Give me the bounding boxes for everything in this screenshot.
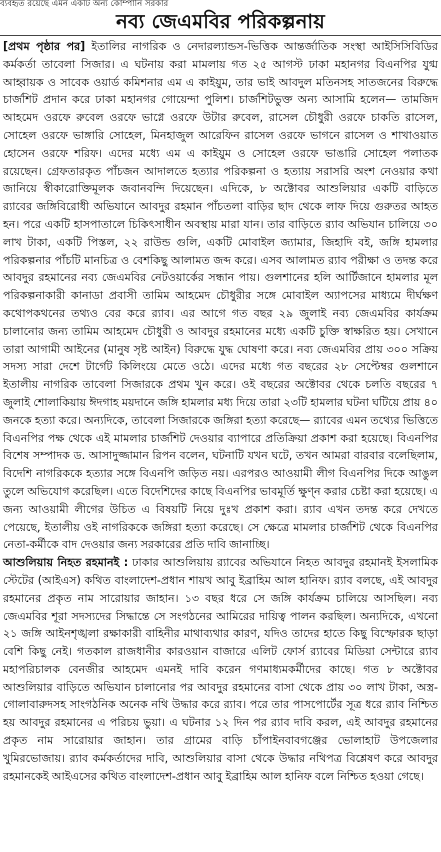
top-cutoff-text: ব্যবহৃত রয়েছে এমন একটি অন্য কোম্পানি সরকার [0, 0, 169, 8]
subhead-ashulia: আশুলিয়ায় নিহত রহমানই : [3, 556, 129, 570]
paragraph-2 [3, 554, 438, 785]
article-body [3, 38, 438, 785]
paragraph-1 [3, 38, 438, 554]
headline-divider [0, 35, 441, 36]
headline: নব্য জেএমবির পরিকল্পনায় [116, 10, 325, 33]
paragraph-1-text: ইতালির নাগরিক ও নেদারল্যান্ডস-ভিত্তিক আন্তর্জাতিক সংস্থা আইসিসিবিডির কর্মকর্তা তাবেলা সিজার। এ ঘটনায় করা মামলায় গত ২৫ আগস্ট ঢাকা মহানগর বিএনপির যুগ্ম আহ্বায়ক ও সাবেক ওয়ার্ড কমিশনার এম এ কাইয়ুম, তার ভাই আবদুল মতিনসহ সাতজনের বিরুদ্ধে চার্জশিট প্রদান করে ঢাকা মহানগর গোয়েন্দা পুলিশ। চার্জশিটভুক্ত অন্য আসামি হলেন— তামজিদ আহমেদ ওরফে রুবেল ওরফে ভাগ্নে ওরফে উটার রুবেল, রাসেল চৌধুরী ওরফে চাকতি রাসেল, সোহেল ওরফে ভাঙ্গারি সোহেল, মিনহাজুল আরেফিন রাসেল ওরফে ভাগনে রাসেল ও শাখাওয়াত হোসেন ওরফে শরিফ। এদের মধ্যে এম এ কাইয়ুম ও সোহেল ওরফে ভাঙারি সোহেল পলাতক রয়েছেন। গ্রেফতারকৃত পাঁচজন আদালতে হত্যার পরিকল্পনা ও হত্যায় সরাসরি অংশ নেওয়ার কথা জানিয়ে স্বীকারোক্তিমূলক জবানবন্দি দিয়েছেন। এদিকে, ৮ অক্টোবর আশুলিয়ার একটি বাড়িতে র‍্যাবের জঙ্গিবিরোধী অভিযানে আবদুর রহমান পাঁচতলা বাড়ির ছাদ থেকে লাফ দিয়ে গুরুতর আহত হন। পরে একটি হাসপাতালে চিকিৎসাধীন অবস্থায় মারা যান। তার বাড়িতে র‍্যাব অভিযান চালিয়ে ৩০ লাখ টাকা, একটি পিস্তল, ২২ রাউন্ড গুলি, একটি মোবাইল জ্যামার, জিহাদি বই, জঙ্গি হামলার পরিকল্পনার পাঁচটি মানচিত্র ও বেশকিছু আলামত জব্দ করে। এসব আলামত র‍্যাব পরীক্ষা ও তদন্ত করে আবদুর রহমানের নব্য জেএমবির নেটওয়ার্কের সন্ধান পায়। গুলশানের হলি আর্টিজানে হামলার মূল পরিকল্পনাকারী কানাডা প্রবাসী তামিম আহমেদ চৌধুরীর সঙ্গে মোবাইল অ্যাপসের মাধ্যমে দীর্ঘক্ষণ কথোপকথনের তথ্যও বের করে র‍্যাব। এর আগে গত বছর ২৯ জুলাই নব্য জেএমবির কার্যক্রম চালানোর জন্য তামিম আহমেদ চৌধুরী ও আবদুর রহমানের মধ্যে একটি চুক্তি স্বাক্ষরিত হয়। সেখানে তারা আগামী আইনের (মানুষ সৃষ্ট আইন) বিরুদ্ধে যুদ্ধ ঘোষণা করে। নব্য জেএমবির প্রায় ৩০০ সক্রিয় সদস্য সারা দেশে টার্গেট কিলিংয়ে মেতে ওঠে। এদের মধ্যে গত বছরের ২৮ সেপ্টেম্বর গুলশানে ইতালীয় নাগরিক তাবেলা সিজারকে প্রথম খুন করে। ওই বছরের অক্টোবর থেকে চলতি বছরের ৭ জুলাই শোলাকিয়ায় ঈদগাহ ময়দানে জঙ্গি হামলার মধ্য দিয়ে তারা ২৩টি হামলার ঘটনা ঘটিয়ে প্রায় ৪০ জনকে হত্যা করে। অন্যদিকে, তাবেলা সিজারকে জঙ্গিরা হত্যা করেছে— র‍্যাবের এমন তথ্যের ভিত্তিতে বিএনপির পক্ষ থেকে এই মামলার চার্জশিট দেওয়ার ব্যাপারে প্রতিক্রিয়া প্রকাশ করা হয়েছে। বিএনপির বিশেষ সম্পাদক ড. আসাদুজ্জামান রিপন বলেন, ঘটনাটি যখন ঘটে, তখন আমরা বারবার বলেছিলাম, বিদেশি নাগরিককে হত্যার সঙ্গে বিএনপি জড়িত নয়। এরপরও আওয়ামী লীগ বিএনপির দিকে আঙুল তুলে অভিযোগ করেছিল। এতে বিদেশিদের কাছে বিএনপির ভাবমূর্তি ক্ষুণ্ন করার চেষ্টা করা হয়েছে। এ জন্য আওয়ামী লীগের উচিত এ বিষয়টি নিয়ে দুঃখ প্রকাশ করা। র‍্যাব এখন তদন্ত করে দেখতে পেয়েছে, ইতালীয় ওই নাগরিককে জঙ্গিরা হত্যা করেছে। সে ক্ষেত্রে মামলার চার্জশিট থেকে বিএনপির নেতা-কর্মীকে বাদ দেওয়ার জন্য সরকারের প্রতি দাবি জানাচ্ছি। [3, 40, 438, 552]
continuation-tag: [প্রথম পৃষ্ঠার পর] [3, 40, 86, 53]
paragraph-2-text: ঢাকার আশুলিয়ায় র‍্যাবের অভিযানে নিহত আবদুর রহমানই ইসলামিক স্টেটের (আইএস) কথিত বাংলাদেশ-প্রধান শায়খ আবু ইব্রাহিম আল হানিফ। র‍্যাব বলছে, এই আবদুর রহমানের প্রকৃত নাম সারোয়ার জাহান। ১৩ বছর ধরে সে জঙ্গি কার্যক্রম চালিয়ে আসছিল। নব্য জেএমবির শূরা সদস্যদের সিদ্ধান্তে সে সংগঠনের আমিরের দায়িত্ব পালন করছিল। অন্যদিকে, এখনো ২১ জঙ্গি আইনশৃঙ্খলা রক্ষাকারী বাহিনীর মাথাব্যথার কারণ, যদিও তাদের হাতে কিছু বিস্ফোরক ছাড়া বেশি কিছু নেই। গতকাল রাজধানীর কারওয়ান বাজারে এলিট ফোর্স র‍্যাবের মিডিয়া সেন্টারে র‍্যাব মহাপরিচালক বেনজীর আহমেদ এমনই দাবি করেন গণমাধ্যমকর্মীদের কাছে। গত ৮ অক্টোবর আশুলিয়ার বাড়িতে অভিযান চালানোর পর আবদুর রহমানের বাসা থেকে প্রায় ৩০ লাখ টাকা, অস্ত্র-গোলাবারুদসহ সাংগঠনিক অনেক নথি উদ্ধার করে র‍্যাব। পরে তার পাসপোর্টের সূত্র ধরে র‍্যাব নিশ্চিত হয় আবদুর রহমানের এ পরিচয় ভুয়া। এ ঘটনার ১২ দিন পর র‍্যাব দাবি করল, এই আবদুর রহমানের প্রকৃত নাম সারোয়ার জাহান। তার গ্রামের বাড়ি চাঁপাইনবাবগঞ্জের ভোলাহাট উপজেলার খুমিরভোজায়। র‍্যাব কর্মকর্তাদের দাবি, আশুলিয়ার বাসা থেকে উদ্ধার নথিপত্র বিশ্লেষণ করে আবদুর রহমানকেই আইএসের কথিত বাংলাদেশ-প্রধান আবু ইব্রাহিম আল হানিফ বলে নিশ্চিত হওয়া গেছে। [3, 556, 438, 783]
